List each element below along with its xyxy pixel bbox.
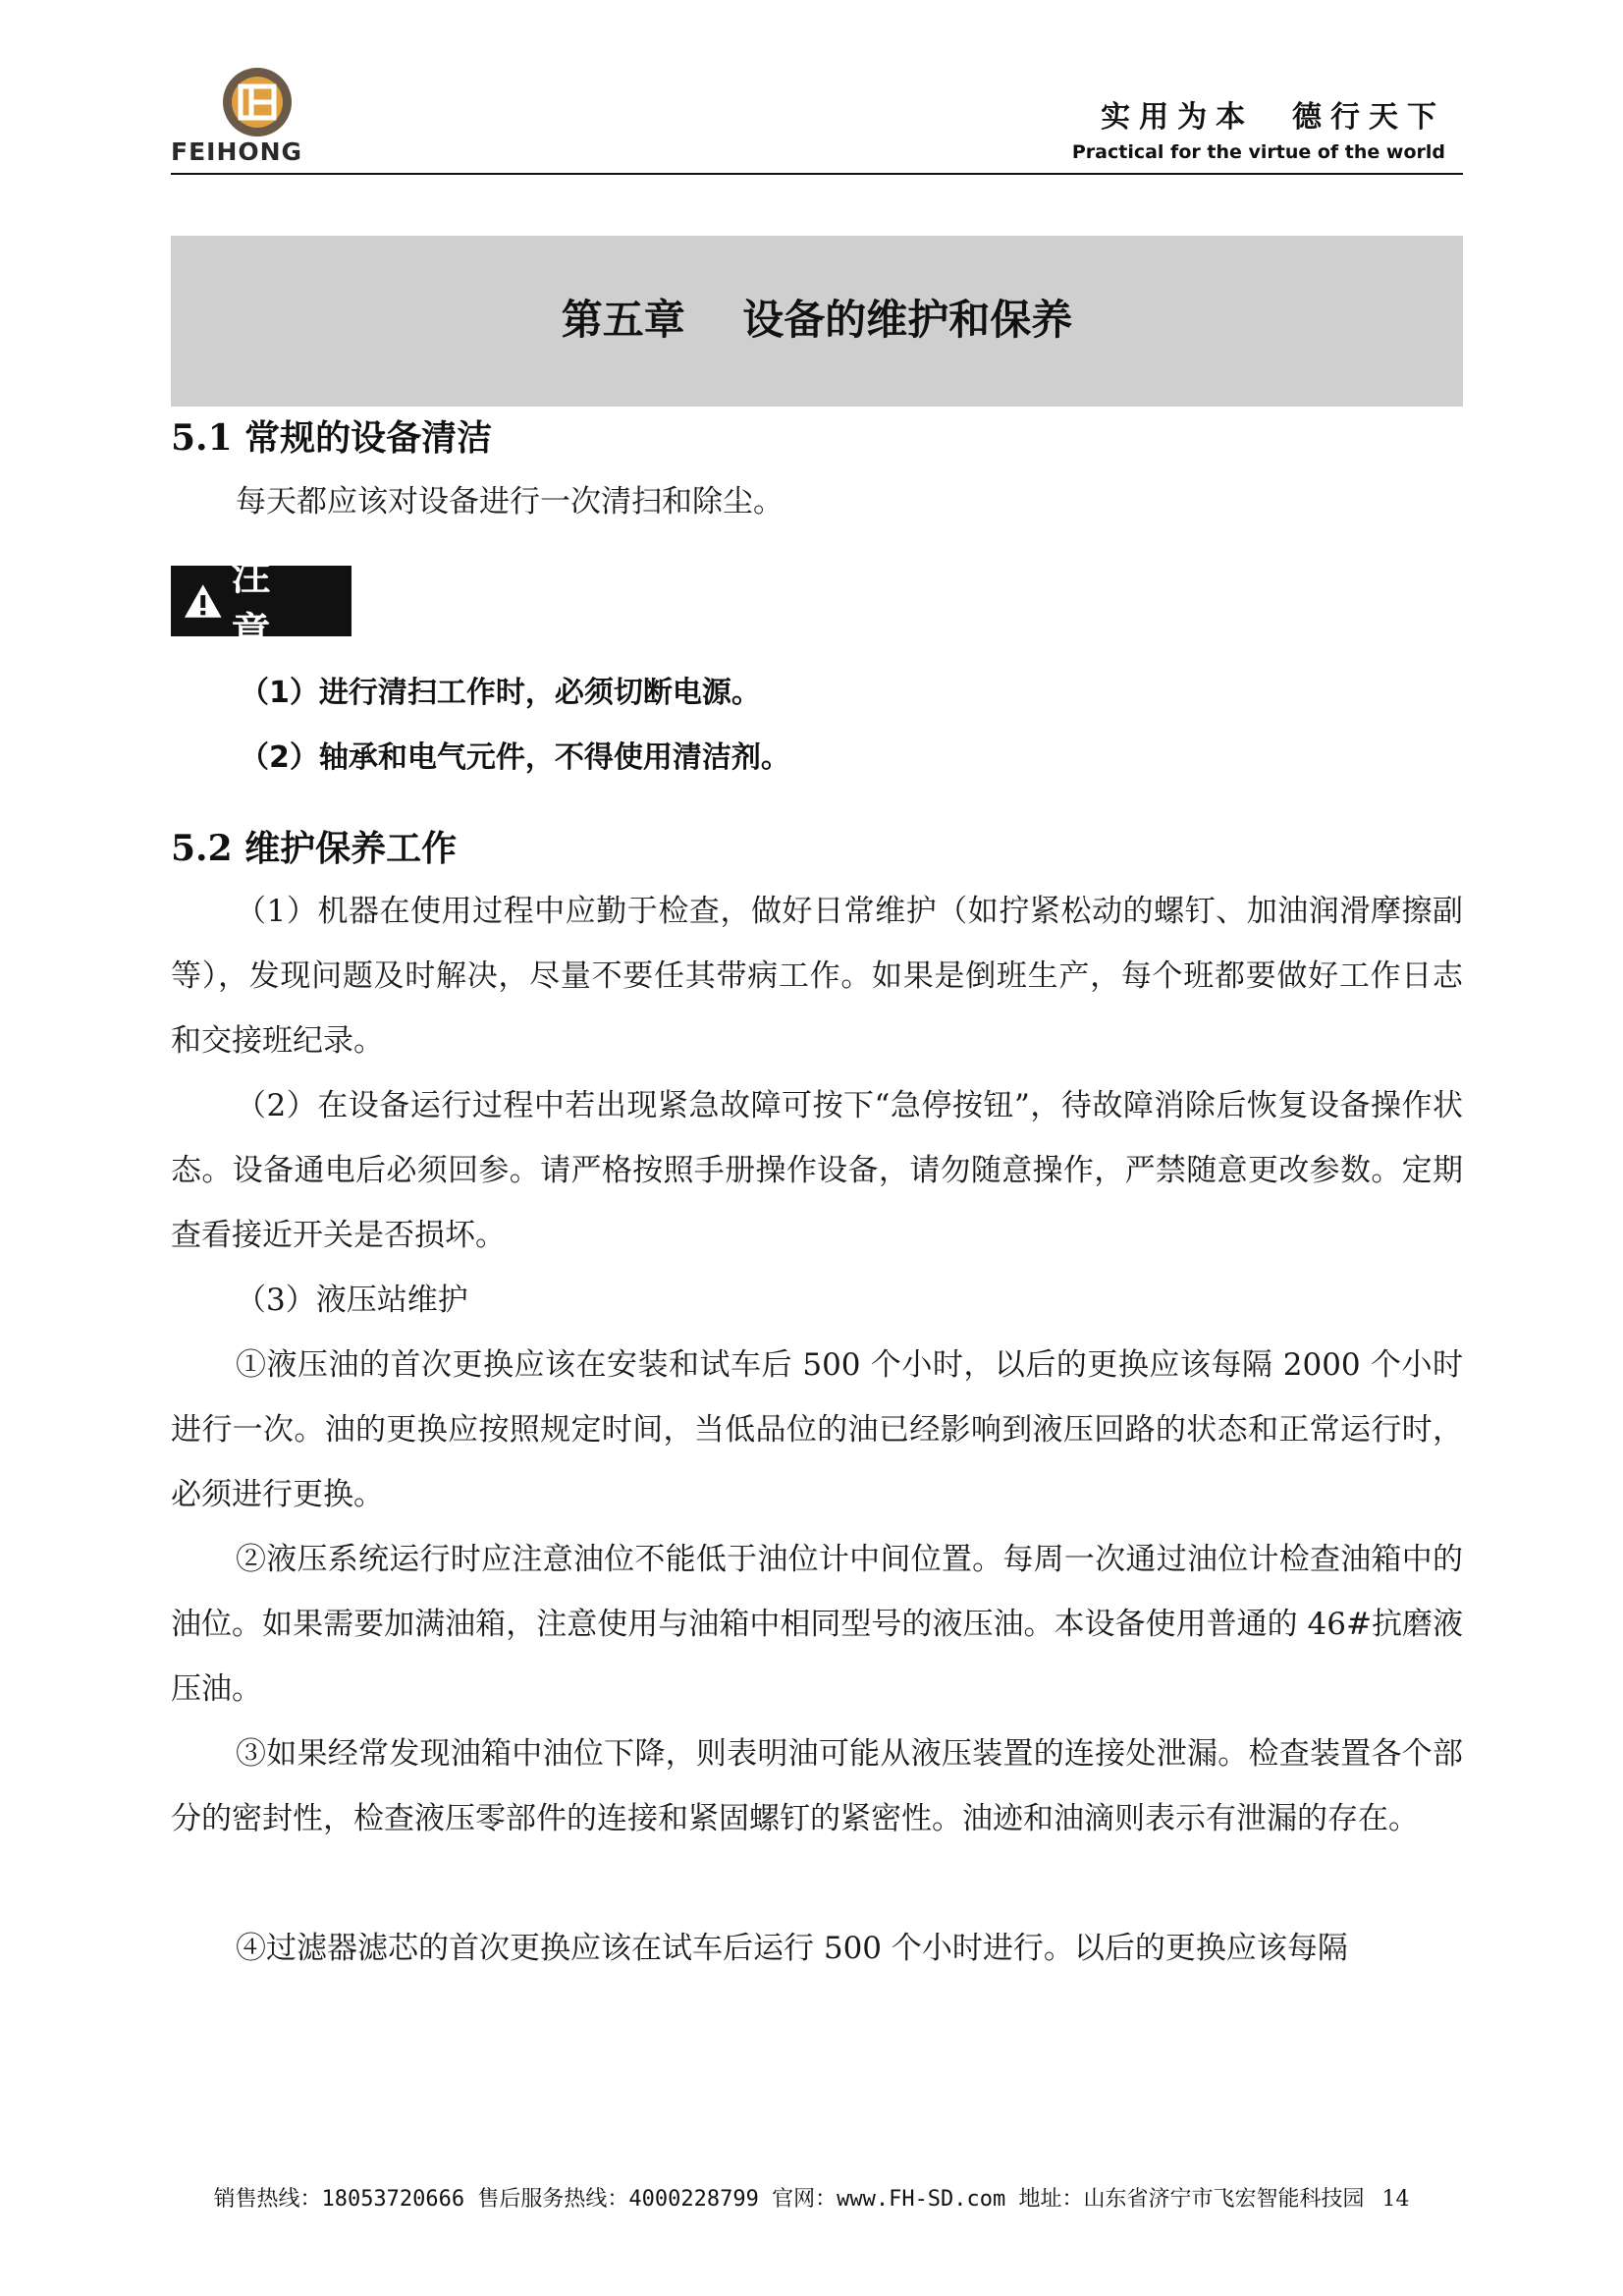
notice-item: （1）进行清扫工作时，必须切断电源。 bbox=[240, 676, 761, 710]
logo-emblem-icon bbox=[218, 65, 297, 139]
section-heading-5-2: 5.2 维护保养工作 bbox=[171, 828, 458, 869]
chapter-title: 第五章 设备的维护和保养 bbox=[561, 296, 1073, 344]
section-5-1-body: 每天都应该对设备进行一次清扫和除尘。 bbox=[236, 484, 784, 519]
page-header bbox=[171, 59, 1463, 175]
warning-triangle-icon bbox=[183, 581, 224, 621]
page-number: 14 bbox=[1381, 2187, 1410, 2212]
header-motto-en: Practical for the virtue of the world bbox=[1071, 141, 1445, 163]
notice-badge bbox=[171, 554, 352, 655]
header-divider bbox=[171, 173, 1463, 175]
section-heading-5-1: 5.1 常规的设备清洁 bbox=[171, 417, 493, 459]
footer-contact: 销售热线：18053720666 售后服务热线：4000228799 官网：www.FH-SD.com 地址：山东省济宁市飞宏智能科技园 bbox=[213, 2187, 1365, 2212]
page-footer bbox=[0, 2182, 1623, 2213]
paragraph: ②液压系统运行时应注意油位不能低于油位计中间位置。每周一次通过油位计检查油箱中的油位。如果需要加满油箱，注意使用与油箱中相同型号的液压油。本设备使用普通的 46#抗磨液压油。 bbox=[171, 1542, 1463, 1707]
logo-text: FEIHONG bbox=[171, 137, 303, 166]
paragraph: ④过滤器滤芯的首次更换应该在试车后运行 500 个小时进行。以后的更换应该每隔 bbox=[236, 1931, 1348, 1966]
paragraph: ③如果经常发现油箱中油位下降，则表明油可能从液压装置的连接处泄漏。检查装置各个部分的密封性，检查液压零部件的连接和紧固螺钉的紧密性。油迹和油滴则表示有泄漏的存在。 bbox=[171, 1736, 1463, 1836]
company-logo bbox=[171, 59, 338, 169]
chapter-banner bbox=[171, 236, 1463, 407]
paragraph: （2）在设备运行过程中若出现紧急故障可按下“急停按钮”，待故障消除后恢复设备操作状态。设备通电后必须回参。请严格按照手册操作设备，请勿随意操作，严禁随意更改参数。定期查看接近开关是否损坏。 bbox=[171, 1088, 1463, 1253]
notice-label: 注 意 bbox=[231, 554, 281, 655]
paragraph: （3）液压站维护 bbox=[236, 1283, 468, 1318]
header-motto: 实用为本 德行天下 bbox=[1101, 100, 1445, 135]
paragraph: （1）机器在使用过程中应勤于检查，做好日常维护（如拧紧松动的螺钉、加油润滑摩擦副等），发现问题及时解决，尽量不要任其带病工作。如果是倒班生产，每个班都要做好工作日志和交接班纪录。 bbox=[171, 894, 1463, 1059]
paragraph: ①液压油的首次更换应该在安装和试车后 500 个小时，以后的更换应该每隔 2000 个小时进行一次。油的更换应按照规定时间，当低品位的油已经影响到液压回路的状态和正常运行时，必须进行更换。 bbox=[171, 1347, 1463, 1512]
notice-item: （2）轴承和电气元件，不得使用清洁剂。 bbox=[240, 740, 790, 775]
